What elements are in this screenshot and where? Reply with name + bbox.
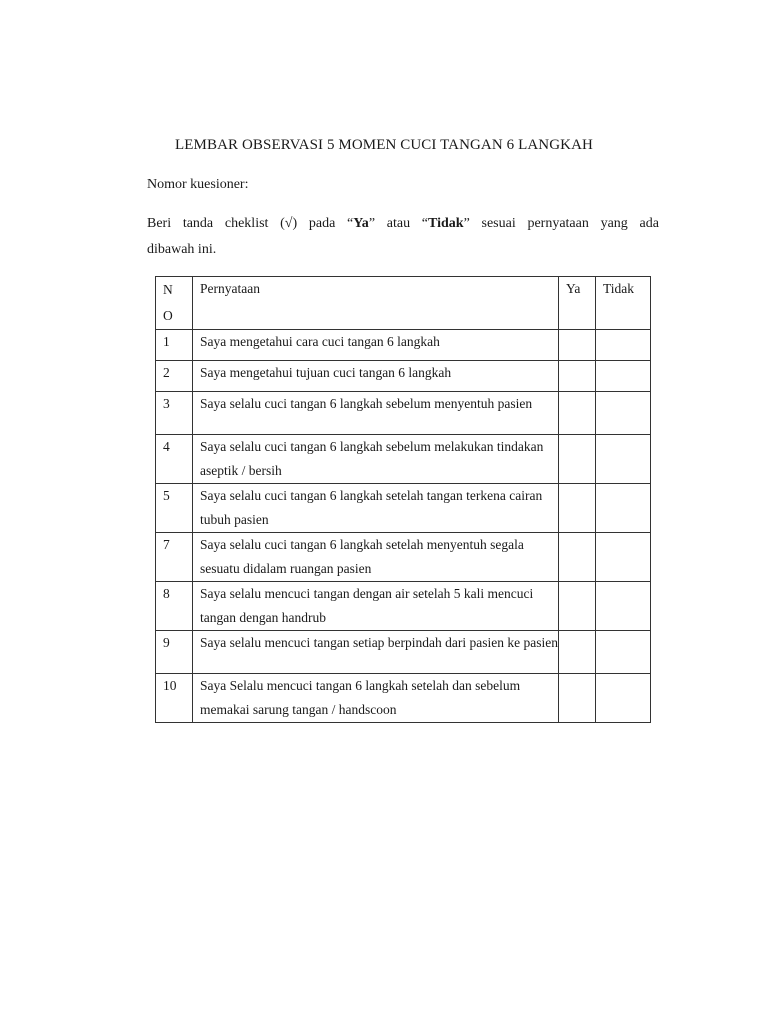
instruction-line-2: dibawah ini. (147, 242, 217, 257)
tidak-checkbox-cell[interactable] (596, 361, 651, 392)
tidak-checkbox-cell[interactable] (596, 392, 651, 435)
header-ya: Ya (559, 277, 596, 330)
row-statement: Saya selalu cuci tangan 6 langkah sebelum melakukan tindakan aseptik / bersih (193, 435, 559, 484)
instruction-word: ada (639, 216, 659, 231)
instruction-ya-quoted: “Ya” (347, 216, 376, 231)
ya-checkbox-cell[interactable] (559, 533, 596, 582)
table-row (156, 582, 651, 631)
table-row (156, 631, 651, 674)
row-statement: Saya selalu mencuci tangan dengan air setelah 5 kali mencuci tangan dengan handrub (193, 582, 559, 631)
row-statement: Saya selalu cuci tangan 6 langkah sebelum menyentuh pasien (193, 392, 559, 435)
row-statement: Saya selalu cuci tangan 6 langkah setelah tangan terkena cairan tubuh pasien (193, 484, 559, 533)
instruction-word: sesuai (481, 216, 516, 231)
tidak-checkbox-cell[interactable] (596, 582, 651, 631)
table-header-row (156, 277, 651, 330)
ya-checkbox-cell[interactable] (559, 435, 596, 484)
row-number: 10 (156, 674, 193, 723)
table-row (156, 361, 651, 392)
ya-checkbox-cell[interactable] (559, 392, 596, 435)
ya-checkbox-cell[interactable] (559, 330, 596, 361)
ya-checkbox-cell[interactable] (559, 674, 596, 723)
check-mark-symbol: (√) (280, 216, 298, 231)
row-number: 4 (156, 435, 193, 484)
header-tidak: Tidak (596, 277, 651, 330)
questionnaire-number-label: Nomor kuesioner: (147, 177, 249, 192)
tidak-checkbox-cell[interactable] (596, 631, 651, 674)
instruction-paragraph (147, 211, 659, 263)
instruction-ya-bold: Ya (353, 216, 369, 231)
instruction-tidak-bold: Tidak (428, 216, 464, 231)
ya-checkbox-cell[interactable] (559, 631, 596, 674)
row-statement: Saya selalu mencuci tangan setiap berpindah dari pasien ke pasien (193, 631, 559, 674)
row-number: 1 (156, 330, 193, 361)
instruction-word: pada (308, 216, 336, 231)
row-statement: Saya mengetahui tujuan cuci tangan 6 langkah (193, 361, 559, 392)
row-number: 2 (156, 361, 193, 392)
row-number: 9 (156, 631, 193, 674)
document-title: LEMBAR OBSERVASI 5 MOMEN CUCI TANGAN 6 LANGKAH (175, 137, 593, 153)
tidak-checkbox-cell[interactable] (596, 330, 651, 361)
observation-table (155, 276, 651, 723)
row-number: 5 (156, 484, 193, 533)
tidak-checkbox-cell[interactable] (596, 533, 651, 582)
table-row (156, 533, 651, 582)
instruction-word: pernyataan (527, 216, 589, 231)
ya-checkbox-cell[interactable] (559, 484, 596, 533)
instruction-word: Beri (147, 216, 172, 231)
instruction-tidak-quoted: “Tidak” (421, 216, 470, 231)
instruction-line-1 (147, 211, 659, 237)
tidak-checkbox-cell[interactable] (596, 674, 651, 723)
row-number: 7 (156, 533, 193, 582)
ya-checkbox-cell[interactable] (559, 361, 596, 392)
row-number: 8 (156, 582, 193, 631)
row-statement: Saya mengetahui cara cuci tangan 6 langkah (193, 330, 559, 361)
row-statement: Saya selalu cuci tangan 6 langkah setelah menyentuh segala sesuatu didalam ruangan pasien (193, 533, 559, 582)
table-row (156, 435, 651, 484)
ya-checkbox-cell[interactable] (559, 582, 596, 631)
instruction-word: cheklist (224, 216, 269, 231)
tidak-checkbox-cell[interactable] (596, 435, 651, 484)
row-number: 3 (156, 392, 193, 435)
instruction-word: atau (386, 216, 411, 231)
table-row (156, 484, 651, 533)
header-no: N O (156, 277, 193, 330)
header-statement: Pernyataan (193, 277, 559, 330)
tidak-checkbox-cell[interactable] (596, 484, 651, 533)
table-row (156, 674, 651, 723)
row-statement: Saya Selalu mencuci tangan 6 langkah setelah dan sebelum memakai sarung tangan / handscoon (193, 674, 559, 723)
table-row (156, 330, 651, 361)
table-row (156, 392, 651, 435)
instruction-word: tanda (182, 216, 214, 231)
instruction-word: yang (600, 216, 628, 231)
